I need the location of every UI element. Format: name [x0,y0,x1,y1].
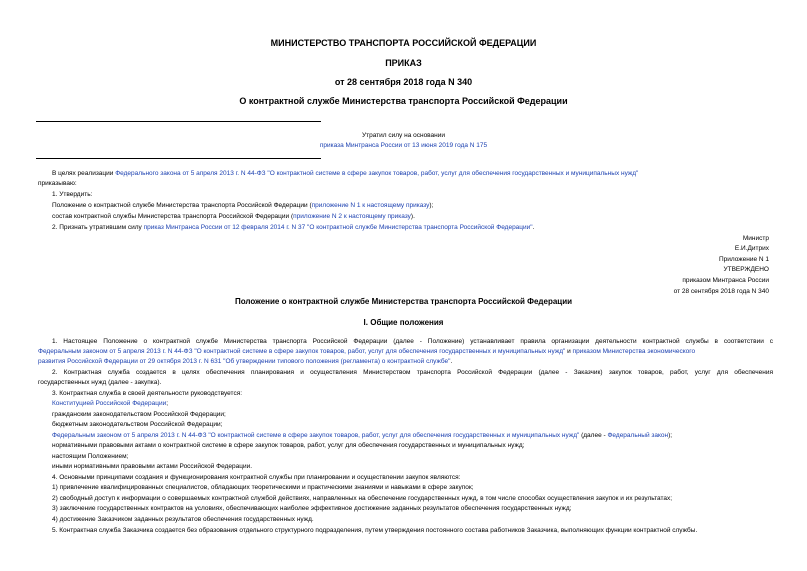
order-title: О контрактной службе Министерства транспорта Российской Федерации [239,96,568,106]
approved-order-date: от 28 сентября 2018 года N 340 [673,288,769,295]
reg-p3-budget: бюджетным законодательством Российской Федерации; [52,421,223,428]
reg-p1-line3: развития Российской Федерации от 29 октября 2013 г. N 631 "Об утверждении типового положения (регламента) о контрактной службе". [38,358,453,365]
federal-law-44-link[interactable]: Федеральным законом от 5 апреля 2013 г. N 44-ФЗ "О контрактной системе в сфере закупок товаров, работ, услуг для обеспечения государственных и муниципальных нужд" [38,348,566,355]
signature-position: Министр [742,235,769,242]
repealed-order-link[interactable]: приказ Минтранса России от 12 февраля 2014 г. N 37 "О контрактной службе Министерства транспорта Российской Федерации" [143,224,533,231]
item-1b: состав контрактной службы Министерства транспорта Российской Федерации (приложение N 2 к настоящему приказу). [52,213,415,220]
reg-p3-constitution: Конституцией Российской Федерации; [52,400,169,407]
appendix-label: Приложение N 1 [718,256,769,263]
reg-p1-line2: Федеральным законом от 5 апреля 2013 г. N 44-ФЗ "О контрактной системе в сфере закупок товаров, работ, услуг для обеспечения государственных и муниципальных нужд" и приказом Министерства экономического [38,348,696,355]
constitution-link[interactable]: Конституцией Российской Федерации [52,400,167,407]
appendix-2-link[interactable]: приложение N 2 к настоящему приказу [293,213,411,220]
status-note: Утратил силу на основании [361,132,446,139]
reg-p4-3: 3) заключение государственных контрактов на условиях, обеспечивающих наиболее эффективное достижение заданных результатов обеспечения государственных нужд; [52,505,572,512]
divider-top [36,121,321,122]
item-1a: Положение о контрактной службе Министерства транспорта Российской Федерации (приложение N 1 к настоящему приказу); [52,202,434,209]
reg-p2-line2: государственных нужд (далее - закупка). [38,379,162,386]
section-heading: I. Общие положения [363,318,444,327]
divider-bottom [36,158,321,159]
minecon-order-link[interactable]: приказом Министерства экономического [572,348,696,355]
reg-p3-this: настоящим Положением; [52,453,129,460]
signature-name: Е.И.Дитрих [734,245,769,252]
status-note-link[interactable]: приказа Минтранса России от 13 июня 2019 года N 175 [319,142,488,149]
reg-p4-1: 1) привлечение квалифицированных специалистов, обладающих теоретическими и практическими знаниями и навыками в сфере закупок; [52,484,474,491]
reg-p4: 4. Основными принципами создания и функционирования контрактной службы при планировании и осуществлении закупок являются: [52,474,461,481]
appendix-1-link[interactable]: приложение N 1 к настоящему приказу [311,202,430,209]
reg-p3-normative: нормативными правовыми актами о контрактной системе в сфере закупок товаров, работ, услуг для обеспечения государственных и муниципальных нужд; [52,442,525,449]
minecon-order-link-cont[interactable]: развития Российской Федерации от 29 октября 2013 г. N 631 "Об утверждении типового положения (регламента) о контрактной службе" [38,358,451,365]
reg-p1-line1: 1. Настоящее Положение о контрактной службе Министерства транспорта Российской Федерации (далее - Положение) устанавливает правила организации деятельности контрактной службы в соответствии с [52,338,773,345]
federal-law-short-link[interactable]: Федеральный закон [607,432,669,439]
reg-p4-2: 2) свободный доступ к информации о совершаемых контрактной службой действиях, направленных на обеспечение государственных нужд, в том числе способах осуществления закупок и их результатах; [52,495,673,502]
order-date-number: от 28 сентября 2018 года N 340 [334,77,473,87]
reg-p3-federal-law: Федеральным законом от 5 апреля 2013 г. N 44-ФЗ "О контрактной системе в сфере закупок товаров, работ, услуг для обеспечения государственных и муниципальных нужд" (далее - Федеральный закон); [52,432,673,439]
reg-p2-line1: 2. Контрактная служба создается в целях обеспечения планирования и осуществления Министерством транспорта Российской Федерации (далее - Заказчик) закупок товаров, работ, услуг для обеспечения [52,369,773,376]
preamble-paragraph: В целях реализации Федерального закона от 5 апреля 2013 г. N 44-ФЗ "О контрактной системе в сфере закупок товаров, работ, услуг для обеспечения государственных и муниципальных нужд" [52,170,639,177]
item-2: 2. Признать утратившим силу приказ Минтранса России от 12 февраля 2014 г. N 37 "О контрактной службе Министерства транспорта Российской Федерации". [52,224,535,231]
federal-law-link[interactable]: Федерального закона от 5 апреля 2013 г. N 44-ФЗ "О контрактной системе в сфере закупок товаров, работ, услуг для обеспечения государственных и муниципальных нужд" [115,170,639,177]
regulation-title: Положение о контрактной службе Министерства транспорта Российской Федерации [234,297,573,306]
reg-p3-civil: гражданским законодательством Российской Федерации; [52,411,226,418]
reg-p3-other: иными нормативными правовыми актами Российской Федерации. [52,463,253,470]
approved-label: УТВЕРЖДЕНО [723,266,769,273]
reg-p5: 5. Контрактная служба Заказчика создается без образования отдельного структурного подразделения, путем утверждения постоянного состава работников Заказчика, выполняющих функции контрактной службы. [52,527,698,534]
ministry-heading: МИНИСТЕРСТВО ТРАНСПОРТА РОССИЙСКОЙ ФЕДЕРАЦИИ [270,38,537,48]
reg-p3: 3. Контрактная служба в своей деятельности руководствуется: [52,390,243,397]
approved-by-order: приказом Минтранса России [682,277,769,284]
reg-p4-4: 4) достижение Заказчиком заданных результатов обеспечения государственных нужд. [52,516,314,523]
federal-law-44-link-2[interactable]: Федеральным законом от 5 апреля 2013 г. N 44-ФЗ "О контрактной системе в сфере закупок товаров, работ, услуг для обеспечения государственных и муниципальных нужд" [52,432,580,439]
item-1: 1. Утвердить: [52,191,93,198]
doc-type-heading: ПРИКАЗ [385,58,422,68]
preamble-order-word: приказываю: [38,180,77,187]
